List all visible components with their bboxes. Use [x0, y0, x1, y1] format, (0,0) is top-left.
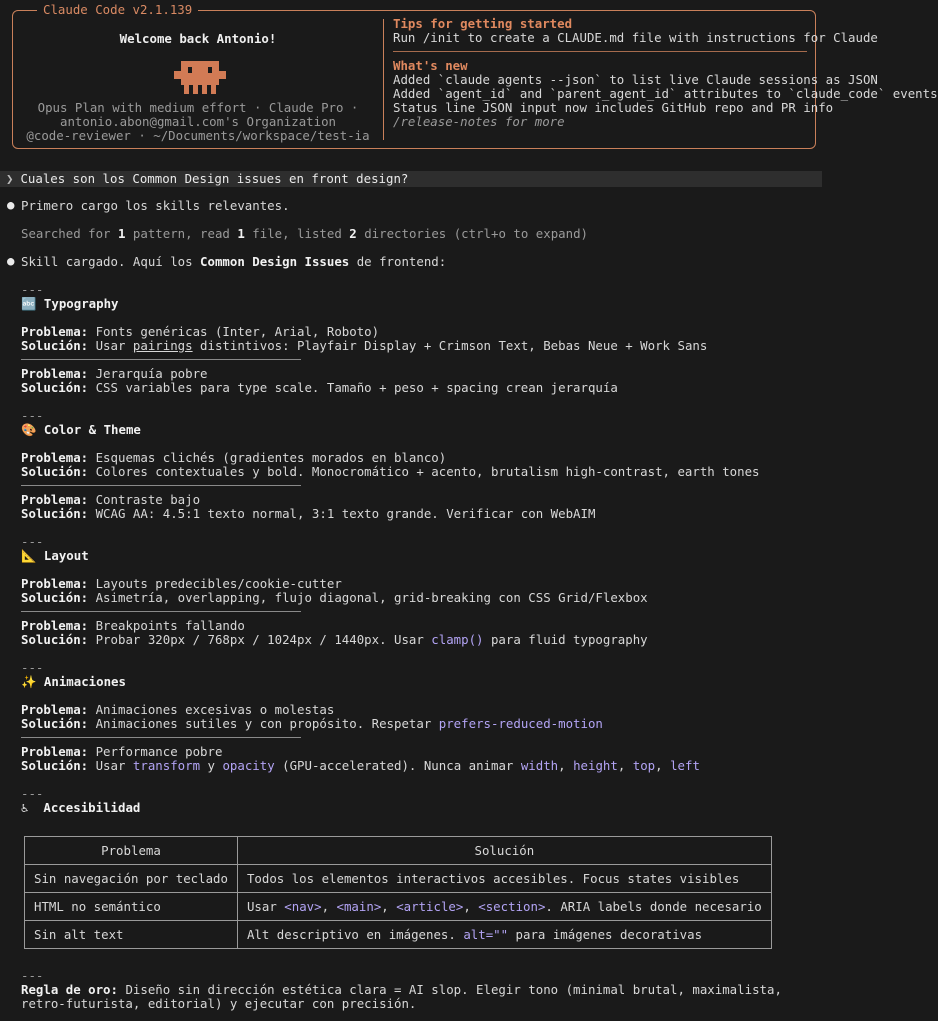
problem-line: Problema: Animaciones excesivas o molestas: [21, 702, 335, 717]
section-heading-animations: ✨ Animaciones: [21, 674, 126, 689]
solution-line: Solución: Usar pairings distintivos: Playfair Display + Crimson Text, Bebas Neue + Work Sans: [21, 338, 708, 353]
solution-line: Solución: Colores contextuales y bold. Monocromático + acento, brutalism high-contrast, earth tones: [21, 464, 760, 479]
problem-line: Problema: Fonts genéricas (Inter, Arial, Roboto): [21, 324, 380, 339]
welcome-section: [13, 11, 383, 148]
sparkles-icon: ✨: [21, 674, 37, 689]
release-notes-link[interactable]: /release-notes for more: [393, 114, 565, 129]
golden-rule-line: retro-futurista, editorial) y ejecutar con precisión.: [21, 996, 417, 1011]
typography-icon: 🔤: [21, 296, 37, 311]
section-divider: ---: [21, 660, 44, 675]
news-item: Status line JSON input now includes GitHub repo and PR info: [393, 100, 834, 115]
model-plan-line: Opus Plan with medium effort · Claude Pro ·: [37, 100, 359, 115]
welcome-message: Welcome back Antonio!: [119, 31, 277, 46]
solution-line: Solución: CSS variables para type scale. Tamaño + peso + spacing crean jerarquía: [21, 380, 618, 395]
table-row: [25, 921, 772, 949]
section-heading-color: 🎨 Color & Theme: [21, 422, 141, 437]
user-prompt: [0, 171, 822, 187]
table-cell: Usar <nav>, <main>, <article>, <section>. ARIA labels donde necesario: [237, 893, 771, 921]
item-separator: [21, 611, 301, 612]
prompt-text: Cuales son los Common Design issues en front design?: [20, 171, 409, 186]
table-cell: HTML no semántico: [25, 893, 238, 921]
solution-line: Solución: Animaciones sutiles y con propósito. Respetar prefers-reduced-motion: [21, 716, 603, 731]
item-separator: [21, 485, 301, 486]
solution-line: Solución: WCAG AA: 4.5:1 texto normal, 3:1 texto grande. Verificar con WebAIM: [21, 506, 596, 521]
table-header: Problema: [25, 837, 238, 865]
tips-text: Run /init to create a CLAUDE.md file with instructions for Claude: [393, 30, 878, 45]
item-separator: [21, 737, 301, 738]
claude-mascot-icon: [171, 59, 229, 99]
tips-divider: [393, 51, 807, 52]
accessibility-table: [24, 836, 772, 949]
whats-new-heading: What's new: [393, 58, 468, 73]
assistant-message: Skill cargado. Aquí los Common Design Issues de frontend:: [21, 254, 447, 269]
account-info: [13, 101, 383, 143]
item-separator: [21, 359, 301, 360]
table-cell: Alt descriptivo en imágenes. alt="" para imágenes decorativas: [237, 921, 771, 949]
section-divider: ---: [21, 786, 44, 801]
wheelchair-icon: ♿: [21, 800, 29, 815]
problem-line: Problema: Jerarquía pobre: [21, 366, 208, 381]
solution-line: Solución: Usar transform y opacity (GPU-accelerated). Nunca animar width, height, top, left: [21, 758, 700, 773]
assistant-message: Primero cargo los skills relevantes.: [21, 198, 290, 213]
problem-line: Problema: Breakpoints fallando: [21, 618, 245, 633]
message-bullet-icon: ●: [7, 197, 15, 212]
palette-icon: 🎨: [21, 422, 37, 437]
table-cell: Sin navegación por teclado: [25, 865, 238, 893]
table-row: [25, 893, 772, 921]
section-divider: ---: [21, 408, 44, 423]
prompt-chevron-icon: ❯: [6, 171, 14, 186]
solution-line: Solución: Probar 320px / 768px / 1024px / 1440px. Usar clamp() para fluid typography: [21, 632, 648, 647]
problem-line: Problema: Esquemas clichés (gradientes morados en blanco): [21, 450, 447, 465]
news-item: Added `agent_id` and `parent_agent_id` attributes to `claude_code` events: [393, 86, 938, 101]
problem-line: Problema: Contraste bajo: [21, 492, 201, 507]
problem-line: Problema: Performance pobre: [21, 744, 223, 759]
problem-line: Problema: Layouts predecibles/cookie-cutter: [21, 576, 342, 591]
section-divider: ---: [21, 534, 44, 549]
table-cell: Todos los elementos interactivos accesibles. Focus states visibles: [237, 865, 771, 893]
section-divider: ---: [21, 282, 44, 297]
table-cell: Sin alt text: [25, 921, 238, 949]
tips-section: [393, 16, 938, 129]
golden-rule-line: Regla de oro: Diseño sin dirección estética clara = AI slop. Elegir tono (minimal brutal, maximalista,: [21, 982, 782, 997]
agent-path-line: @code-reviewer · ~/Documents/workspace/test-ia: [26, 128, 370, 143]
triangle-ruler-icon: 📐: [21, 548, 37, 563]
section-heading-layout: 📐 Layout: [21, 548, 89, 563]
table-header-row: [25, 837, 772, 865]
welcome-panel: [12, 2, 938, 149]
message-bullet-icon: ●: [7, 253, 15, 268]
header-divider: [383, 19, 384, 140]
solution-line: Solución: Asimetría, overlapping, flujo diagonal, grid-breaking con CSS Grid/Flexbox: [21, 590, 648, 605]
section-heading-typography: 🔤 Typography: [21, 296, 119, 311]
table-header: Solución: [237, 837, 771, 865]
section-heading-accessibility: ♿ Accesibilidad: [21, 800, 141, 815]
news-item: Added `claude agents --json` to list live Claude sessions as JSON: [393, 72, 878, 87]
tool-summary[interactable]: Searched for 1 pattern, read 1 file, listed 2 directories (ctrl+o to expand): [21, 226, 588, 241]
table-row: [25, 865, 772, 893]
app-version-title: Claude Code v2.1.139: [37, 3, 198, 17]
section-divider: ---: [21, 968, 44, 983]
organization-line: antonio.abon@gmail.com's Organization: [59, 114, 336, 129]
tips-heading: Tips for getting started: [393, 16, 573, 31]
